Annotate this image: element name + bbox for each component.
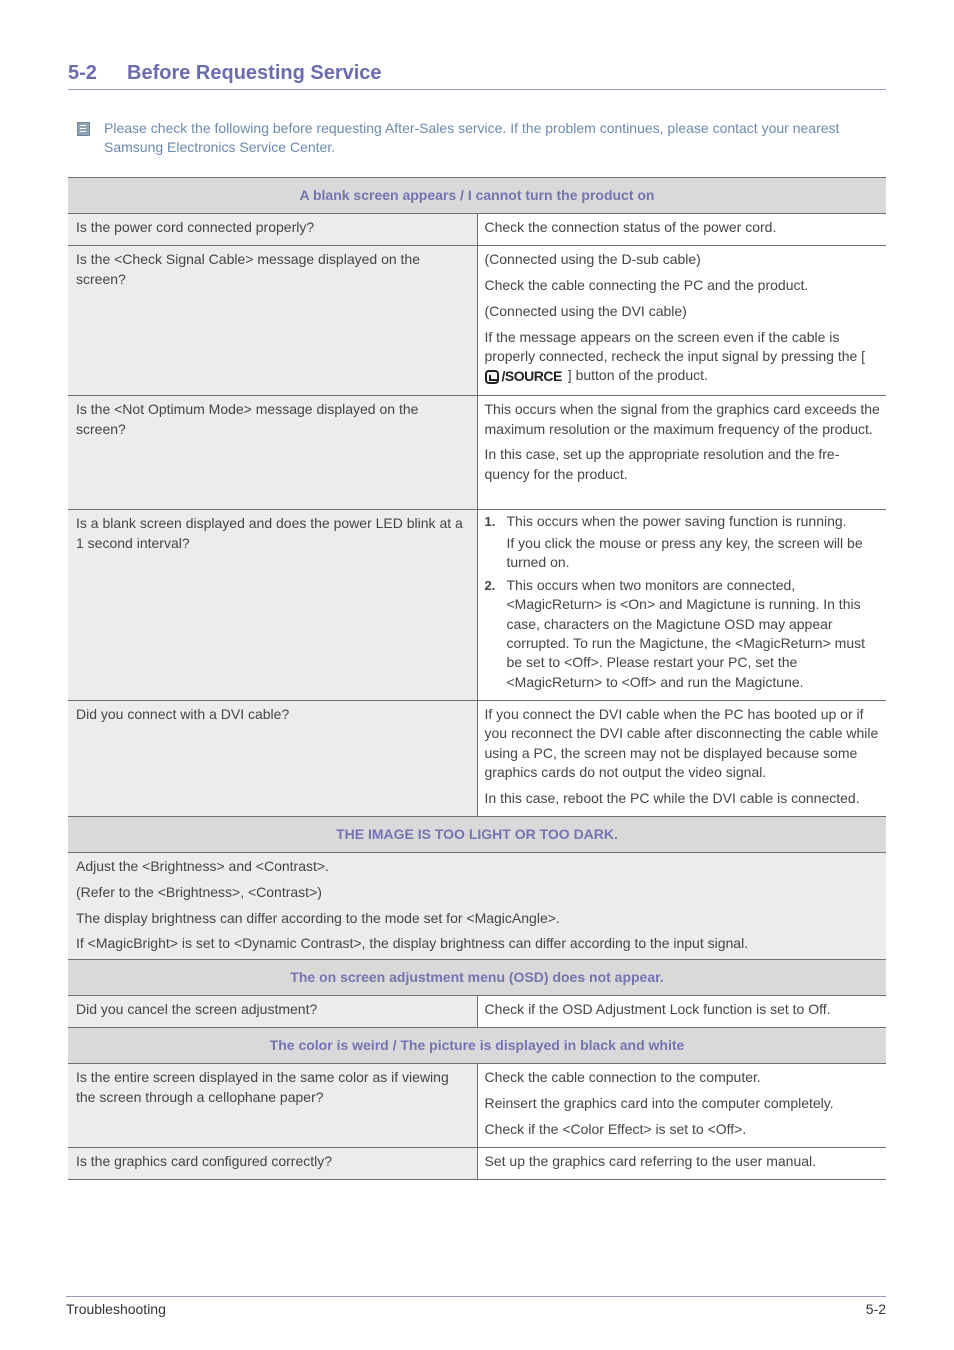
source-button-label: /SOURCE [501, 367, 562, 384]
answer-cell [477, 246, 886, 396]
question-cell: Is the graphics card configured correctly? [68, 1148, 477, 1180]
info-text: (Refer to the <Brightness>, <Contrast>) [76, 883, 322, 900]
question-cell: Is the <Check Signal Cable> message displayed on the screen? [68, 246, 477, 396]
answer-text: Check if the OSD Adjustment Lock function is set to Off. [484, 1000, 831, 1017]
answer-text: Check if the <Color Effect> is set to <Off>. [484, 1120, 747, 1137]
list-item [485, 512, 881, 572]
answer-cell [477, 1148, 886, 1180]
answer-text: In this case, reboot the PC while the DVI cable is connected. [484, 789, 860, 806]
enter-icon [485, 370, 499, 384]
table-row [68, 700, 886, 816]
footer-divider [66, 1296, 886, 1297]
answer-cell [477, 396, 886, 510]
table-row [68, 852, 886, 959]
answer-text: This occurs when the signal from the graphics card exceeds the maximum resolution or the maximum frequency of the product. [484, 401, 880, 437]
answer-text: Check the connection status of the power cord. [484, 219, 777, 235]
table-row [68, 1064, 886, 1148]
answer-text: Check the cable connecting the PC and the product. [484, 277, 809, 294]
answer-text: Set up the graphics card referring to the user manual. [484, 1153, 817, 1170]
list-text: This occurs when the power saving function is running. [506, 513, 847, 530]
section-header: A blank screen appears / I cannot turn the product on [68, 178, 886, 214]
answer-text: In this case, set up the appropriate resolution and the fre-quency for the product. [484, 446, 840, 482]
info-text: The display brightness can differ according to the mode set for <MagicAngle>. [76, 909, 560, 926]
source-button-icon [485, 367, 562, 386]
answer-text: Reinsert the graphics card into the computer completely. [484, 1095, 834, 1112]
section-header: THE IMAGE IS TOO LIGHT OR TOO DARK. [68, 816, 886, 852]
question-cell: Is a blank screen displayed and does the power LED blink at a 1 second interval? [68, 510, 477, 701]
answer-text: (Connected using the D-sub cable) [484, 251, 701, 268]
page-title: Before Requesting Service [127, 62, 382, 84]
table-row [68, 510, 886, 701]
answer-text: If you connect the DVI cable when the PC has booted up or if you reconnect the DVI cable after disconnecting the cable while using a PC, the screen may not be displayed because some graphics cards do not output the video signal. [484, 705, 879, 780]
table-row [68, 995, 886, 1027]
note-text: Please check the following before requesting After-Sales service. If the problem continues, please contact your nearest Samsung Electronics Service Center. [104, 120, 840, 155]
answer-text: (Connected using the DVI cable) [484, 302, 687, 319]
answer-cell [477, 510, 886, 701]
info-text: Adjust the <Brightness> and <Contrast>. [76, 857, 329, 874]
question-cell: Is the entire screen displayed in the same color as if viewing the screen through a cellophane paper? [68, 1064, 477, 1148]
question-cell: Did you cancel the screen adjustment? [68, 995, 477, 1027]
answer-text-part: If the message appears on the screen even if the cable is properly connected, recheck the input signal by pressing the [ [484, 328, 866, 364]
section-header: The color is weird / The picture is displayed in black and white [68, 1028, 886, 1064]
table-row [68, 214, 886, 246]
list-number: 2. [484, 578, 496, 594]
list-text: This occurs when two monitors are connected, <MagicReturn> is <On> and Magictune is running. In this case, characters on the Magictune OSD may appear corrupted. To run the Magictune, the <MagicReturn> must be set to <Off>. Please restart your PC, set the <MagicReturn> to <Off> and run the Magictune. [506, 577, 865, 690]
list-subtext: If you click the mouse or press any key, the screen will be turned on. [506, 534, 863, 570]
question-cell: Is the power cord connected properly? [68, 214, 477, 246]
info-text: If <MagicBright> is set to <Dynamic Contrast>, the display brightness can differ according to the input signal. [76, 935, 749, 952]
info-cell [68, 852, 886, 959]
section-heading [68, 62, 886, 90]
troubleshooting-table [68, 177, 886, 1180]
table-row [68, 246, 886, 396]
table-row [68, 1148, 886, 1180]
section-number: 5-2 [68, 62, 97, 84]
answer-cell [477, 214, 886, 246]
answer-text [485, 328, 881, 387]
question-cell: Is the <Not Optimum Mode> message displayed on the screen? [68, 396, 477, 510]
page-number: 5-2 [865, 1301, 886, 1317]
answer-cell [477, 700, 886, 816]
list-item [485, 576, 881, 692]
answer-text: Check the cable connection to the computer. [484, 1069, 761, 1086]
question-cell: Did you connect with a DVI cable? [68, 700, 477, 816]
table-row [68, 396, 886, 510]
answer-cell [477, 1064, 886, 1148]
note-icon [77, 122, 90, 136]
list-number: 1. [484, 514, 496, 530]
footer-chapter: Troubleshooting [66, 1301, 166, 1317]
answer-cell [477, 995, 886, 1027]
answer-text-part: ] button of the product. [567, 367, 708, 384]
section-header: The on screen adjustment menu (OSD) does not appear. [68, 959, 886, 995]
